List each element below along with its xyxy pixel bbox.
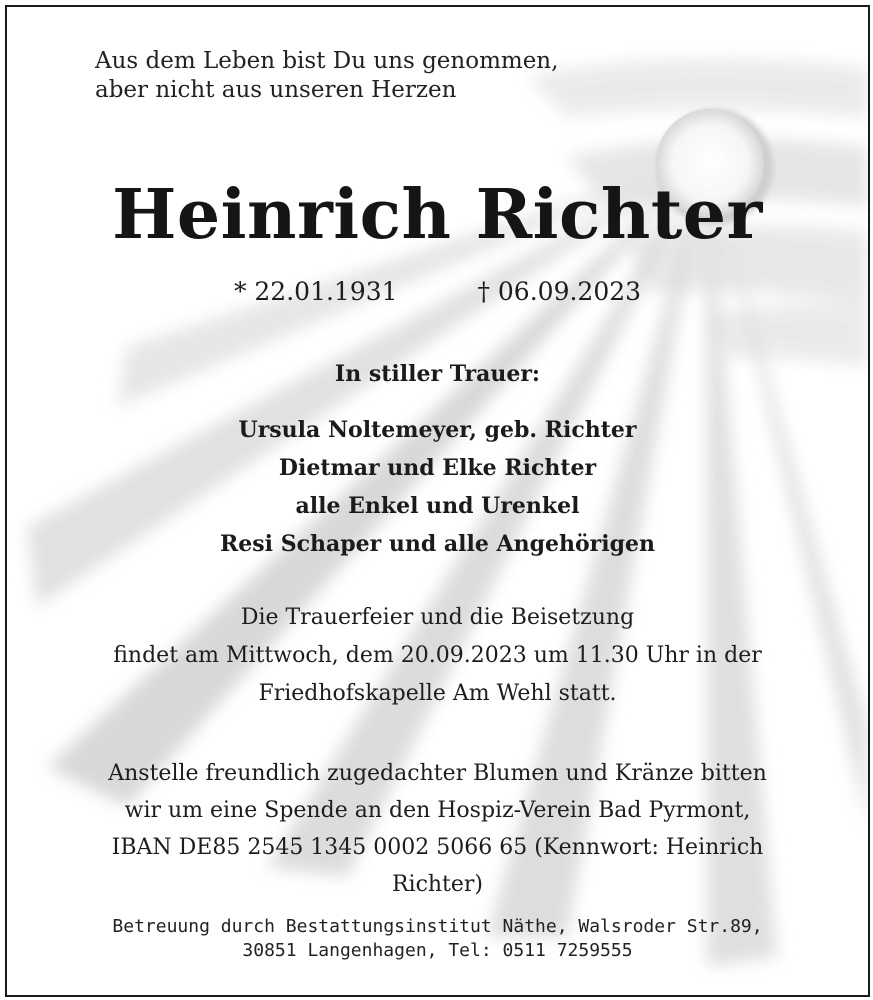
- death-date: 06.09.2023: [497, 277, 642, 306]
- ceremony-line: Die Trauerfeier und die Beisetzung: [240, 605, 635, 630]
- mourners-list: [7, 411, 868, 563]
- footer-line: Betreuung durch Bestattungsinstitut Näthe, Walsroder Str.89,: [112, 916, 763, 937]
- mourner-line: Dietmar und Elke Richter: [278, 455, 597, 481]
- ceremony-line: Friedhofskapelle Am Wehl statt.: [258, 681, 617, 706]
- birth-date: 22.01.1931: [254, 277, 398, 306]
- birth-symbol: *: [233, 277, 247, 306]
- funeral-home-footer: [7, 915, 868, 963]
- motto: [95, 47, 615, 105]
- donation-line: IBAN DE85 2545 1345 0002 5066 65 (Kennwort: Heinrich: [111, 835, 764, 860]
- footer-line: 30851 Langenhagen, Tel: 0511 7259555: [242, 940, 633, 961]
- motto-line-2: aber nicht aus unseren Herzen: [95, 77, 457, 103]
- donation-notice: [7, 755, 868, 903]
- mourner-line: Resi Schaper und alle Angehörigen: [220, 531, 655, 557]
- mourning-title: In stiller Trauer:: [334, 361, 541, 387]
- death-cross-symbol: †: [477, 277, 490, 306]
- mourner-line: alle Enkel und Urenkel: [295, 493, 580, 519]
- donation-line: wir um eine Spende an den Hospiz-Verein Bad Pyrmont,: [124, 798, 751, 823]
- deceased-name: Heinrich Richter: [112, 175, 763, 255]
- ceremony-line: findet am Mittwoch, dem 20.09.2023 um 11.30 Uhr in der: [113, 643, 762, 668]
- donation-line: Anstelle freundlich zugedachter Blumen und Kränze bitten: [108, 761, 767, 786]
- donation-line: Richter): [391, 872, 484, 897]
- mourner-line: Ursula Noltemeyer, geb. Richter: [238, 417, 637, 443]
- obituary-content: [7, 7, 868, 995]
- ceremony-notice: [7, 599, 868, 713]
- life-dates: [7, 277, 868, 306]
- motto-line-1: Aus dem Leben bist Du uns genommen,: [95, 48, 559, 74]
- obituary-frame: [5, 5, 870, 997]
